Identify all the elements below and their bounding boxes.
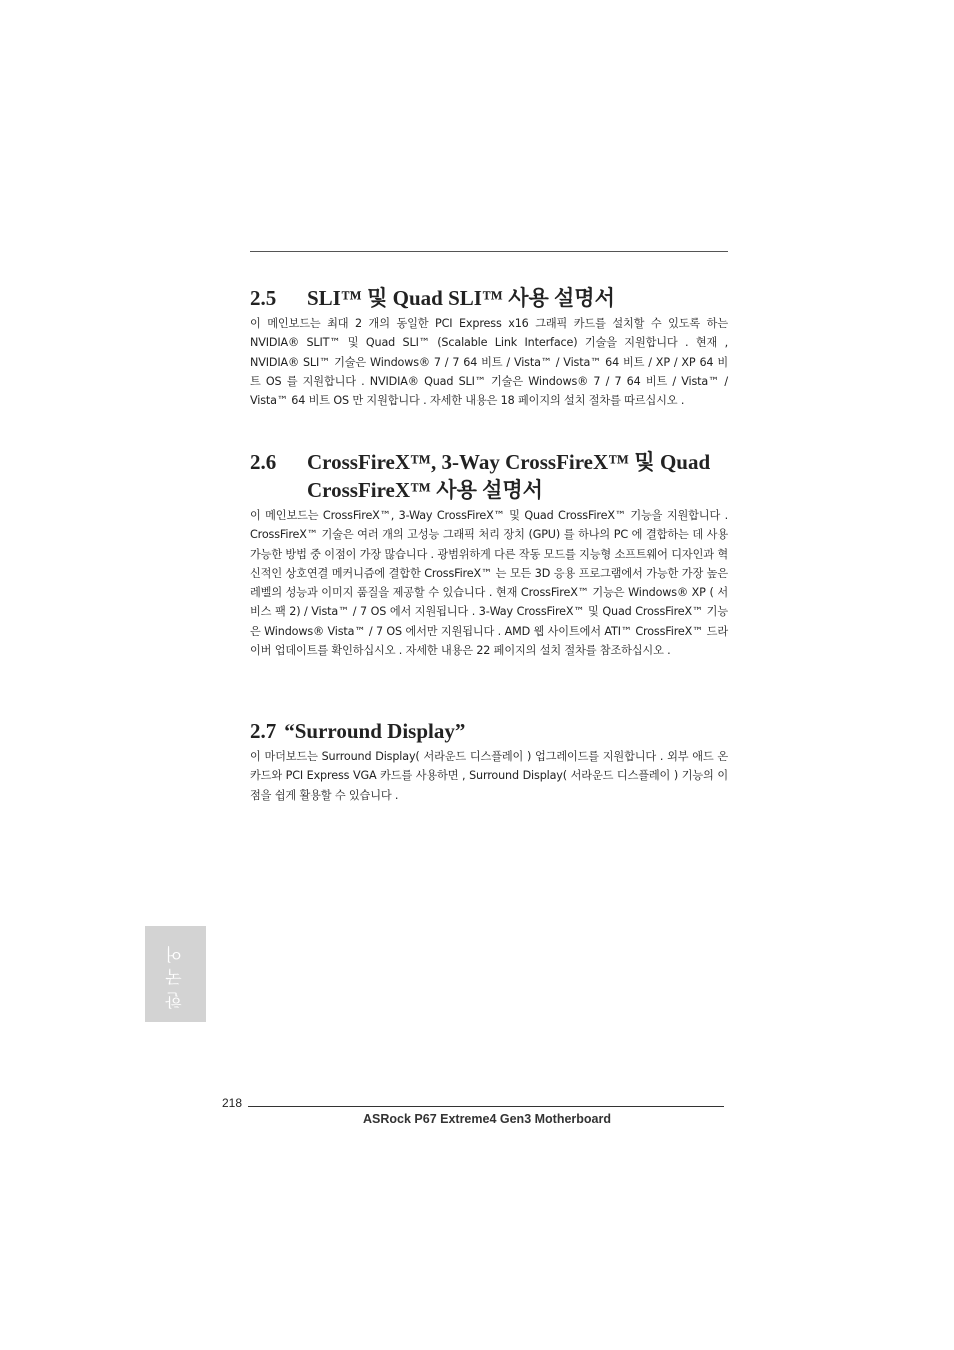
section-body: 이 마더보드는 Surround Display( 서라운드 디스플레이 ) 업그레이드를 지원합니다 . 외부 애드 온 카드와 PCI Express VGA 카드를 사용하면 , Surround Display( 서라운드 디스플레이 ) 기능의 이점을 쉽게 활용할 수 있습니다 . bbox=[250, 750, 728, 802]
section-heading bbox=[250, 717, 728, 745]
language-tab-label: 한국어 bbox=[166, 939, 186, 1009]
section-crossfirex bbox=[250, 448, 728, 660]
section-heading bbox=[250, 284, 728, 312]
section-title: SLI™ 및 Quad SLI™ 사용 설명서 bbox=[307, 286, 615, 310]
section-number: 2.6 bbox=[250, 450, 277, 474]
section-body: 이 메인보드는 CrossFireX™, 3-Way CrossFireX™ 및 Quad CrossFireX™ 기능을 지원합니다 . CrossFireX™ 기술은 여러 개의 고성능 그래픽 처리 장치 (GPU) 를 하나의 PC 에 결합하는 데 사용 가능한 방법 중 이점이 가장 많습니다 . 광범위하게 다른 작동 모드를 지능형 소프트웨어 디자인과 혁신적인 상호연결 메커니즘에 결합한 CrossFireX™ 는 모든 3D 응용 프로그램에서 가능한 가장 높은 레벨의 성능과 이미지 품질을 제공할 수 있습니다 . 현재 CrossFireX™ 기능은 Windows® XP ( 서비스 팩 2) / Vista™ / 7 OS 에서 지원됩니다 . 3-Way CrossFireX™ 및 Quad CrossFireX™ 기능은 Windows® Vista™ / 7 OS 에서만 지원됩니다 . AMD 웹 사이트에서 ATI™ CrossFireX™ 드라이버 업데이트를 확인하십시오 . 자세한 내용은 22 페이지의 설치 절차를 참조하십시오 . bbox=[250, 509, 728, 658]
section-title: “Surround Display” bbox=[284, 719, 466, 743]
section-title: CrossFireX™, 3-Way CrossFireX™ 및 Quad CrossFireX™ 사용 설명서 bbox=[307, 450, 711, 502]
section-surround-display bbox=[250, 717, 728, 805]
section-sli bbox=[250, 284, 728, 410]
language-tab bbox=[145, 926, 206, 1022]
footer-rule bbox=[248, 1106, 724, 1107]
page-number: 218 bbox=[222, 1096, 243, 1110]
top-rule bbox=[250, 251, 728, 252]
footer-title: ASRock P67 Extreme4 Gen3 Motherboard bbox=[363, 1112, 611, 1126]
section-number: 2.5 bbox=[250, 286, 277, 310]
section-heading bbox=[250, 448, 728, 504]
section-number: 2.7 bbox=[250, 719, 277, 743]
section-body: 이 메인보드는 최대 2 개의 동일한 PCI Express x16 그래픽 카드를 설치할 수 있도록 하는 NVIDIA® SLIT™ 및 Quad SLI™ (Scalable Link Interface) 기술을 지원합니다 . 현재 , NVIDIA® SLI™ 기술은 Windows® 7 / 7 64 비트 / Vista™ / Vista™ 64 비트 / XP / XP 64 비트 OS 를 지원합니다 . NVIDIA® Quad SLI™ 기술은 Windows® 7 / 7 64 비트 / Vista™ / Vista™ 64 비트 OS 만 지원합니다 . 자세한 내용은 18 페이지의 설치 절차를 따르십시오 . bbox=[250, 317, 728, 408]
